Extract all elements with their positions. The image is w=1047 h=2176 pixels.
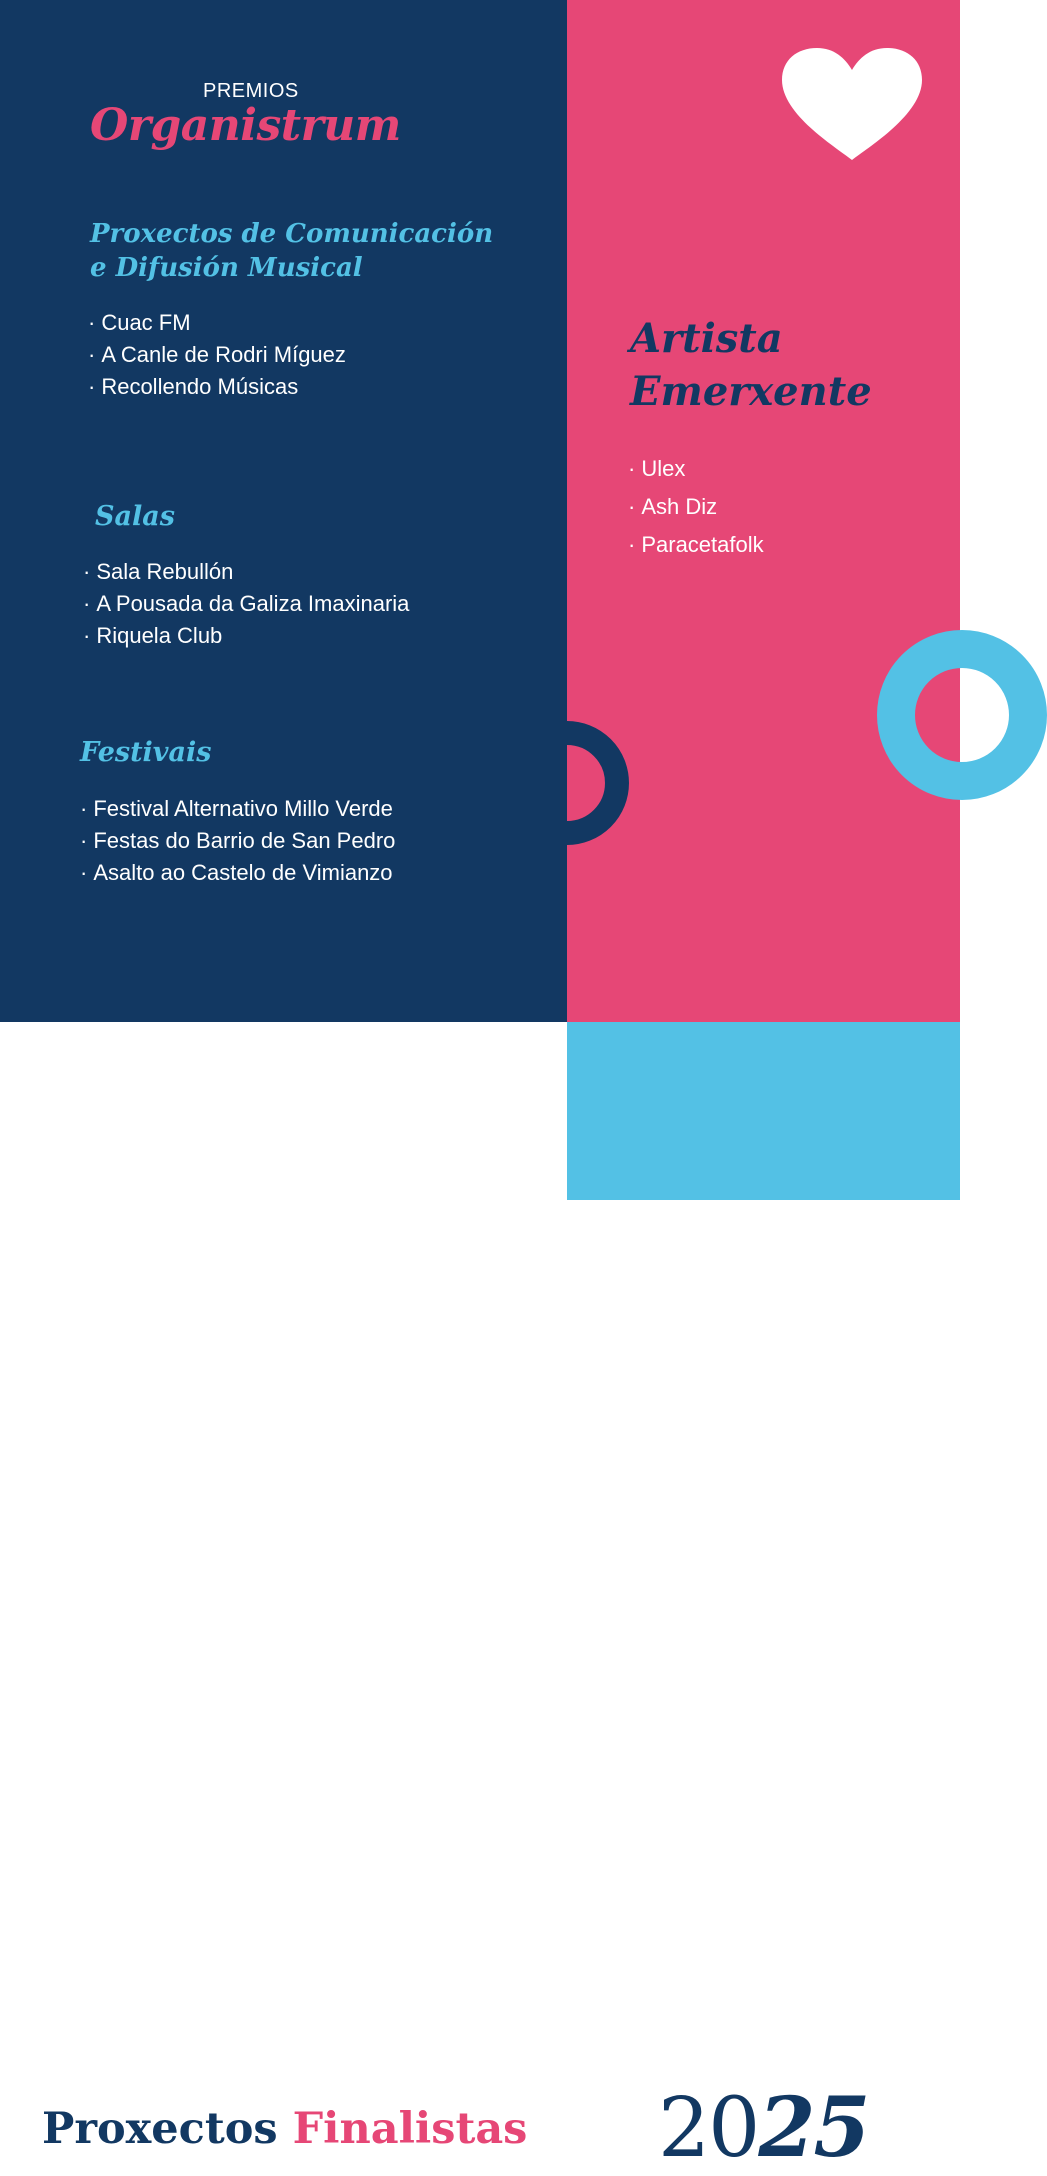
category-venues-title: Salas bbox=[95, 501, 175, 532]
brand-name: Organistrum bbox=[90, 100, 401, 151]
artist-category-title bbox=[630, 312, 872, 418]
category-festivals-list bbox=[80, 793, 395, 889]
footer-year-part1: 20 bbox=[658, 2081, 759, 2176]
left-panel bbox=[0, 0, 567, 1022]
list-item-label: Asalto ao Castelo de Vimianzo bbox=[93, 860, 393, 885]
list-item bbox=[88, 339, 346, 371]
footer-title-part1: Proxectos bbox=[42, 2104, 278, 2154]
list-item-label: Riquela Club bbox=[96, 623, 223, 648]
bullet: · bbox=[80, 860, 88, 885]
list-item bbox=[83, 588, 409, 620]
footer-right bbox=[567, 1022, 960, 2176]
list-item-label: Sala Rebullón bbox=[96, 559, 234, 584]
heart-icon bbox=[782, 48, 922, 160]
list-item-label: Ulex bbox=[641, 456, 686, 481]
footer-title bbox=[42, 2104, 527, 2154]
list-item bbox=[80, 857, 395, 889]
category-venues-list bbox=[83, 556, 409, 652]
bullet: · bbox=[88, 374, 96, 399]
list-item bbox=[628, 528, 764, 566]
bullet: · bbox=[88, 342, 96, 367]
category-communication-list bbox=[88, 307, 346, 403]
bullet: · bbox=[80, 796, 88, 821]
footer-title-part2: Finalistas bbox=[292, 2104, 528, 2154]
list-item-label: Paracetafolk bbox=[641, 532, 764, 557]
artist-list bbox=[628, 452, 764, 566]
ring-shape bbox=[877, 630, 1047, 800]
bullet: · bbox=[83, 591, 91, 616]
list-item bbox=[628, 452, 764, 490]
category-communication-title bbox=[90, 217, 550, 285]
bullet: · bbox=[628, 456, 636, 481]
bullet: · bbox=[88, 310, 96, 335]
bullet: · bbox=[83, 559, 91, 584]
bullet: · bbox=[80, 828, 88, 853]
category-festivals-title: Festivais bbox=[80, 737, 212, 768]
right-panel bbox=[567, 0, 960, 1022]
list-item-label: Festival Alternativo Millo Verde bbox=[93, 796, 393, 821]
artist-title-line2: Emerxente bbox=[630, 368, 872, 415]
list-item bbox=[628, 490, 764, 528]
list-item-label: Recollendo Músicas bbox=[101, 374, 299, 399]
list-item-label: A Canle de Rodri Míguez bbox=[101, 342, 346, 367]
category-communication-title-line1: Proxectos de Comunicación bbox=[90, 219, 494, 249]
brand-premios: PREMIOS bbox=[203, 80, 299, 102]
list-item-label: Ash Diz bbox=[641, 494, 718, 519]
artist-title-line1: Artista bbox=[630, 315, 783, 362]
list-item-label: A Pousada da Galiza Imaxinaria bbox=[96, 591, 410, 616]
bullet: · bbox=[628, 532, 636, 557]
footer-left bbox=[0, 1022, 567, 2154]
footer-year bbox=[658, 2080, 868, 2176]
list-item bbox=[83, 620, 409, 652]
list-item-label: Cuac FM bbox=[101, 310, 191, 335]
bullet: · bbox=[83, 623, 91, 648]
footer-year-part2: 25 bbox=[758, 2080, 869, 2176]
list-item bbox=[88, 371, 346, 403]
list-item-label: Festas do Barrio de San Pedro bbox=[93, 828, 396, 853]
category-communication-title-line2: e Difusión Musical bbox=[90, 253, 363, 283]
list-item bbox=[88, 307, 346, 339]
list-item bbox=[80, 793, 395, 825]
list-item bbox=[83, 556, 409, 588]
half-ring-shape bbox=[527, 727, 623, 839]
bullet: · bbox=[628, 494, 636, 519]
list-item bbox=[80, 825, 395, 857]
